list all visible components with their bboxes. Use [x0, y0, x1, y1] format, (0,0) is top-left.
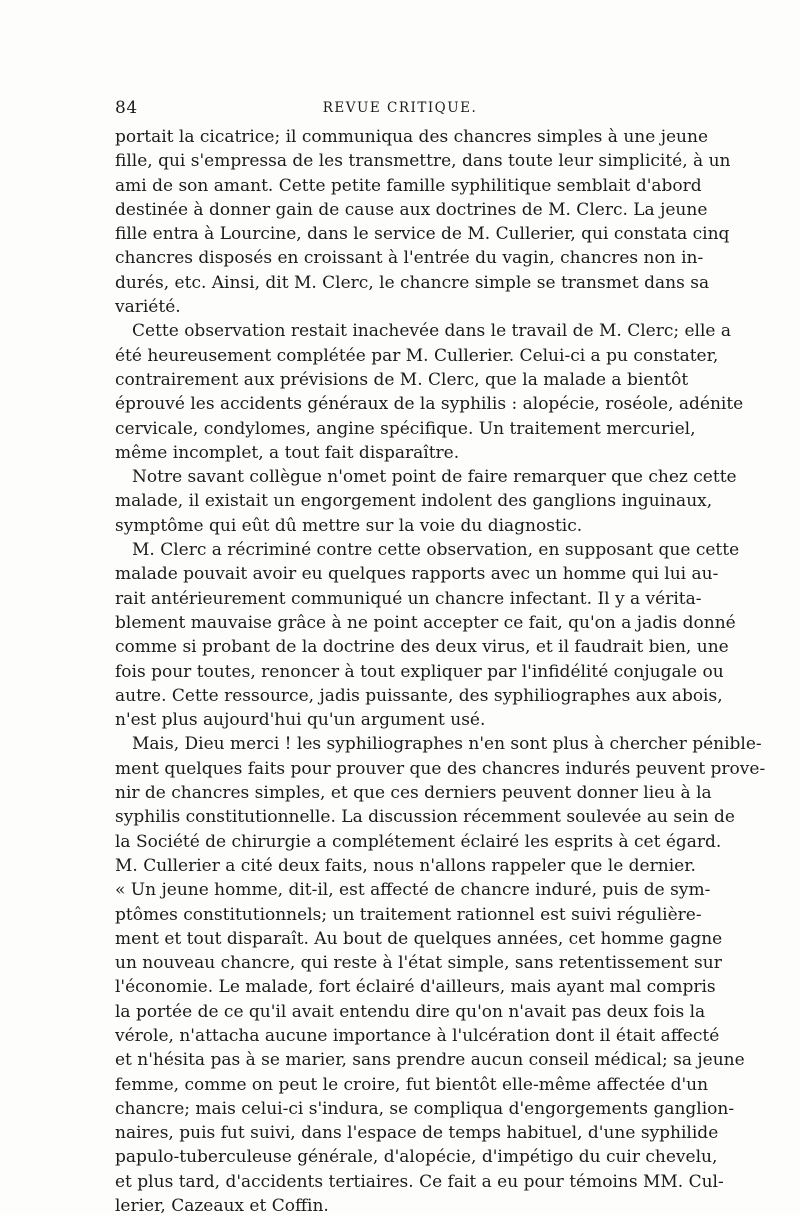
text-line: et plus tard, d'accidents tertiaires. Ce fait a eu pour témoins MM. Cul-: [115, 1171, 724, 1192]
text-line: ami de son amant. Cette petite famille syphilitique semblait d'abord: [115, 175, 702, 196]
text-line: la Société de chirurgie a complétement éclairé les esprits à cet égard.: [115, 831, 722, 852]
paragraph-start-line: Notre savant collègue n'omet point de faire remarquer que chez cette: [132, 467, 737, 488]
text-line: cervicale, condylomes, angine spécifique. Un traitement mercuriel,: [115, 418, 696, 439]
text-line: nir de chancres simples, et que ces derniers peuvent donner lieu à la: [115, 783, 712, 804]
text-line: fois pour toutes, renoncer à tout expliquer par l'infidélité conjugale ou: [115, 661, 724, 682]
body-text: [115, 125, 766, 1218]
text-line: l'économie. Le malade, fort éclairé d'ailleurs, mais ayant mal compris: [115, 977, 716, 998]
text-line: fille entra à Lourcine, dans le service de M. Cullerier, qui constata cinq: [115, 224, 730, 245]
text-line: fille, qui s'empressa de les transmettre, dans toute leur simplicité, à un: [115, 151, 731, 172]
text-line: la portée de ce qu'il avait entendu dire qu'on n'avait pas deux fois la: [115, 1001, 706, 1022]
text-line: M. Cullerier a cité deux faits, nous n'allons rappeler que le dernier.: [115, 855, 696, 876]
text-line: chancre; mais celui-ci s'indura, se compliqua d'engorgements ganglion-: [115, 1098, 735, 1119]
text-line: même incomplet, a tout fait disparaître.: [115, 442, 460, 463]
text-line: « Un jeune homme, dit-il, est affecté de chancre induré, puis de sym-: [115, 880, 711, 901]
paragraph-start-line: Mais, Dieu merci ! les syphiliographes n'en sont plus à chercher pénible-: [132, 734, 762, 755]
text-line: vérole, n'attacha aucune importance à l'ulcération dont il était affecté: [115, 1025, 720, 1046]
text-line: rait antérieurement communiqué un chancre infectant. Il y a vérita-: [115, 588, 702, 609]
text-line: éprouvé les accidents généraux de la syphilis : alopécie, roséole, adénite: [115, 394, 744, 415]
text-line: comme si probant de la doctrine des deux virus, et il faudrait bien, une: [115, 637, 729, 658]
text-line: durés, etc. Ainsi, dit M. Clerc, le chancre simple se transmet dans sa: [115, 272, 710, 293]
text-line: variété.: [115, 297, 181, 318]
text-line: un nouveau chancre, qui reste à l'état simple, sans retentissement sur: [115, 953, 722, 974]
text-line: ptômes constitutionnels; un traitement rationnel est suivi régulière-: [115, 904, 702, 925]
text-line: blement mauvaise grâce à ne point accepter ce fait, qu'on a jadis donné: [115, 612, 736, 633]
text-line: malade pouvait avoir eu quelques rapports avec un homme qui lui au-: [115, 564, 719, 585]
text-line: naires, puis fut suivi, dans l'espace de temps habituel, d'une syphilide: [115, 1123, 719, 1144]
running-head: REVUE CRITIQUE.: [322, 100, 478, 116]
text-line: chancres disposés en croissant à l'entrée du vagin, chancres non in-: [115, 248, 704, 269]
page-header: [115, 98, 685, 122]
text-line: syphilis constitutionnelle. La discussion récemment soulevée au sein de: [115, 807, 735, 828]
text-line: malade, il existait un engorgement indolent des ganglions inguinaux,: [115, 491, 713, 512]
text-line: ment et tout disparaît. Au bout de quelques années, cet homme gagne: [115, 928, 723, 949]
paragraph-start-line: Cette observation restait inachevée dans le travail de M. Clerc; elle a: [132, 321, 732, 342]
text-line: destinée à donner gain de cause aux doctrines de M. Clerc. La jeune: [115, 199, 708, 220]
text-line: autre. Cette ressource, jadis puissante, des syphiliographes aux abois,: [115, 685, 723, 706]
paragraph-start-line: M. Clerc a récriminé contre cette observation, en supposant que cette: [132, 540, 740, 561]
text-line: femme, comme on peut le croire, fut bientôt elle-même affectée d'un: [115, 1074, 709, 1095]
text-line: contrairement aux prévisions de M. Clerc, que la malade a bientôt: [115, 369, 689, 390]
text-line: et n'hésita pas à se marier, sans prendre aucun conseil médical; sa jeune: [115, 1050, 745, 1071]
text-line: été heureusement complétée par M. Cullerier. Celui-ci a pu constater,: [115, 345, 719, 366]
text-line: portait la cicatrice; il communiqua des chancres simples à une jeune: [115, 127, 708, 147]
text-line: ment quelques faits pour prouver que des chancres indurés peuvent prove-: [115, 758, 766, 779]
page-number: 84: [115, 98, 138, 118]
text-line: papulo-tuberculeuse générale, d'alopécie, d'impétigo du cuir chevelu,: [115, 1147, 718, 1168]
text-line: symptôme qui eût dû mettre sur la voie du diagnostic.: [115, 515, 583, 536]
text-line: lerier, Cazeaux et Coffin.: [115, 1196, 329, 1217]
text-line: n'est plus aujourd'hui qu'un argument usé.: [115, 710, 486, 731]
